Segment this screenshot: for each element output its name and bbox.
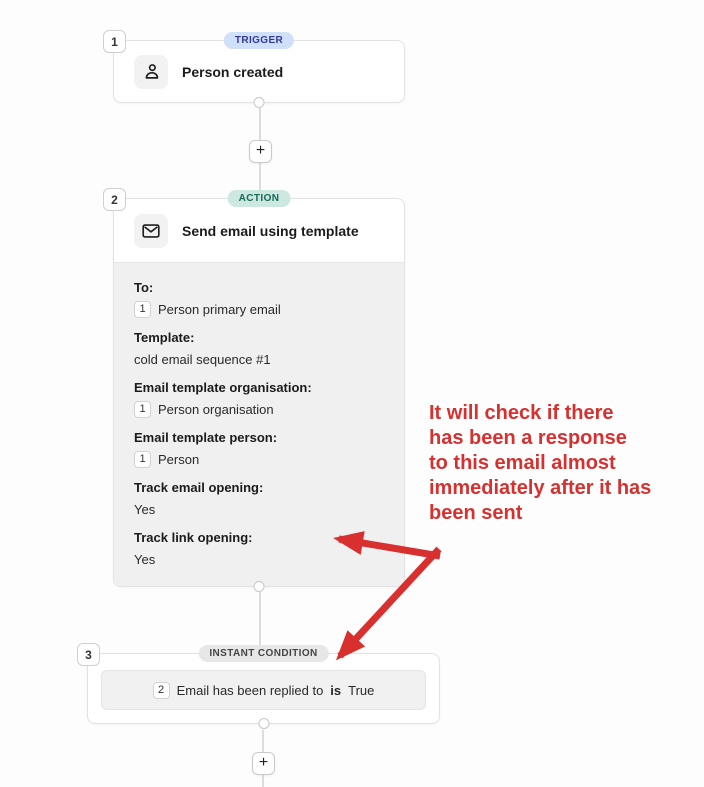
- variable-chip: 1: [134, 451, 151, 468]
- connector-dot: [254, 97, 265, 108]
- add-step-button[interactable]: +: [252, 752, 275, 775]
- node-title: Send email using template: [182, 222, 359, 239]
- connector-line: [262, 730, 264, 752]
- node-number-badge: 1: [103, 30, 126, 53]
- field-label: Track link opening:: [134, 530, 253, 545]
- annotation-line: been sent: [429, 502, 523, 524]
- action-badge: ACTION: [228, 190, 291, 207]
- node-title: Person created: [182, 63, 284, 80]
- condition-text: Email has been replied to: [176, 682, 324, 698]
- field-track-link-opening: [134, 530, 384, 568]
- connector-line: [262, 775, 264, 787]
- person-icon: [134, 55, 168, 89]
- field-value: Yes: [134, 502, 156, 517]
- field-label: Email template organisation:: [134, 380, 312, 395]
- envelope-icon: [134, 214, 168, 248]
- annotation-line: It will check if there: [429, 402, 614, 424]
- field-value: Yes: [134, 552, 156, 567]
- variable-chip: 1: [134, 401, 151, 418]
- connector-line: [259, 592, 261, 653]
- field-template: [134, 330, 384, 368]
- field-value: Person: [158, 452, 200, 467]
- add-step-button[interactable]: +: [249, 140, 272, 163]
- annotation-line: immediately after it has: [429, 477, 652, 499]
- field-label: Email template person:: [134, 430, 278, 445]
- connector-dot: [258, 718, 269, 729]
- connector-line: [259, 108, 261, 140]
- action-node-details: [114, 263, 404, 586]
- condition-operator: is: [330, 682, 342, 698]
- field-label: Track email opening:: [134, 480, 264, 495]
- connector-dot: [254, 581, 265, 592]
- field-value: Person organisation: [158, 402, 274, 417]
- variable-chip: 2: [153, 682, 170, 699]
- instant-condition-badge: INSTANT CONDITION: [198, 645, 328, 662]
- annotation-text: [429, 401, 651, 526]
- variable-chip: 1: [134, 301, 151, 318]
- field-track-email-opening: [134, 480, 384, 518]
- condition-node-card[interactable]: [85, 647, 440, 724]
- action-node-card[interactable]: [111, 192, 405, 587]
- trigger-node-card[interactable]: [111, 34, 405, 103]
- node-number-badge: 2: [103, 188, 126, 211]
- annotation-line: to this email almost: [429, 452, 616, 474]
- field-value: Person primary email: [158, 302, 281, 317]
- field-label: Template:: [134, 330, 195, 345]
- field-template-person: [134, 430, 384, 468]
- condition-value: True: [348, 682, 375, 698]
- field-template-organisation: [134, 380, 384, 418]
- trigger-badge: TRIGGER: [224, 32, 294, 49]
- field-to: [134, 280, 384, 318]
- field-label: To:: [134, 280, 154, 295]
- field-value: cold email sequence #1: [134, 352, 271, 367]
- annotation-line: has been a response: [429, 427, 627, 449]
- condition-expression: [101, 670, 426, 710]
- node-number-badge: 3: [77, 643, 100, 666]
